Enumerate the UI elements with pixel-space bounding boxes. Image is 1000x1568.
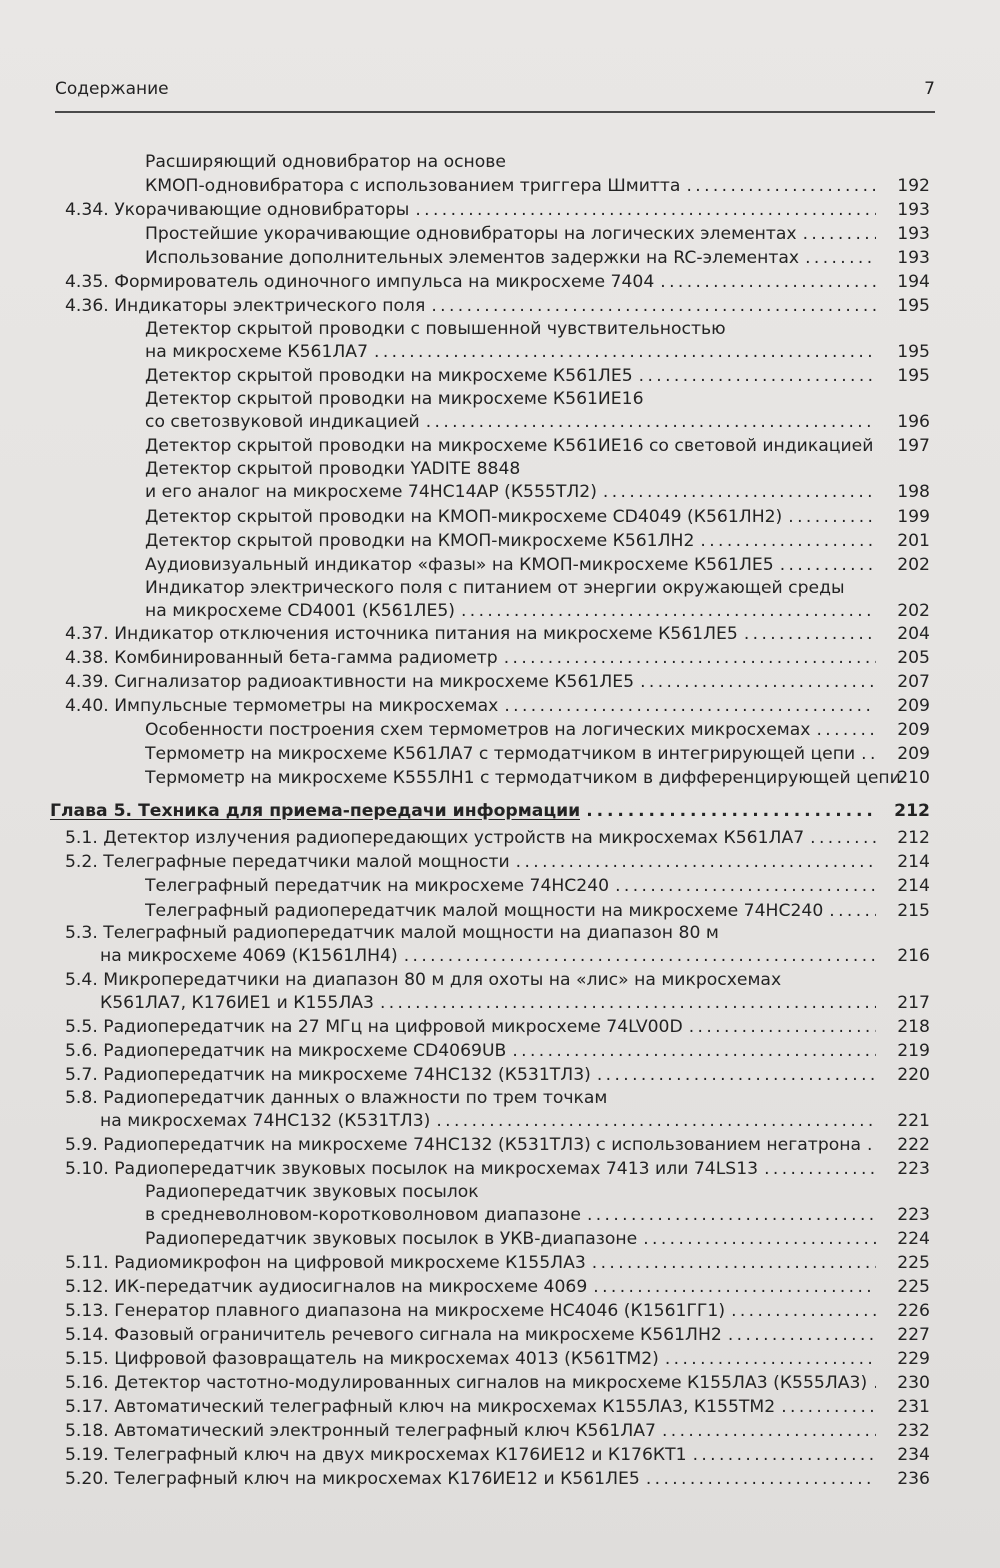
toc-page-number: 216 [897,946,930,966]
toc-entry-text: Детектор скрытой проводки на микросхеме К561ИЕ16 со световой индикацией [145,436,874,456]
toc-entry-text: 5.18. Автоматический электронный телеграфный ключ К561ЛА7 [65,1421,656,1441]
dot-leader [615,874,876,898]
toc-entry [145,505,782,529]
toc-entry [145,480,597,504]
toc-page-number: 193 [897,200,930,220]
toc-page-number: 219 [897,1041,930,1061]
toc-entry-text: Детектор скрытой проводки с повышенной чувствительностью [145,319,726,339]
dot-leader [810,826,876,850]
toc-entry-text: Детектор скрытой проводки на микросхеме К561ЛЕ5 [145,366,633,386]
toc-page-number: 214 [897,876,930,896]
toc-entry-text: 4.36. Индикаторы электрического поля [65,296,426,316]
dot-leader [431,294,876,318]
dot-leader [461,599,876,623]
toc-page-number: 209 [897,744,930,764]
toc-entry [145,1203,581,1227]
dot-leader [805,246,876,270]
dot-leader [728,1323,876,1347]
toc-entry-text: Термометр на микросхеме К561ЛА7 с термодатчиком в интегрирующей цепи [145,744,856,764]
dot-leader [587,1203,876,1227]
toc-page-number: 195 [897,296,930,316]
toc-entry-text: 4.34. Укорачивающие одновибраторы [65,200,410,220]
toc-entry [145,718,810,742]
toc-entry-text: Простейшие укорачивающие одновибраторы на логических элементах [145,224,797,244]
toc-entry [65,198,409,222]
toc-entry [145,874,609,898]
toc-entry-text: на микросхеме 4069 (К1561ЛН4) [100,946,398,966]
toc-entry-text: Детектор скрытой проводки YADITE 8848 [145,459,521,479]
toc-entry [65,1347,659,1371]
toc-entry-text: и его аналог на микросхеме 74НС14АР (К555ТЛ2) [145,482,597,502]
toc-entry [65,694,498,718]
dot-leader [861,742,876,766]
toc-entry-text: 5.14. Фазовый ограничитель речевого сигнала на микросхеме К561ЛН2 [65,1325,722,1345]
toc-entry-text: на микросхеме К561ЛА7 [145,342,369,362]
toc-entry [65,294,425,318]
toc-page-number: 193 [897,224,930,244]
toc-entry [65,1133,861,1157]
toc-page-number: 218 [897,1017,930,1037]
dot-leader [873,1371,876,1395]
dot-leader [597,1063,876,1087]
dot-leader [867,1133,876,1157]
toc-entry-text: Особенности построения схем термометров на логических микросхемах [145,720,811,740]
toc-page-number: 223 [897,1159,930,1179]
toc-page-number: 209 [897,696,930,716]
toc-page-number: 214 [897,852,930,872]
dot-leader [665,1347,876,1371]
dot-leader [586,799,876,823]
toc-page-number: 201 [897,531,930,551]
toc-entry [65,646,498,670]
dot-leader [504,646,876,670]
toc-entry [65,826,804,850]
toc-page-number: 231 [897,1397,930,1417]
toc-entry [145,899,823,923]
dot-leader [640,670,876,694]
dot-leader [380,991,876,1015]
toc-entry [65,1323,722,1347]
toc-entry [145,364,633,388]
toc-entry [145,340,368,364]
toc-page-number: 217 [897,993,930,1013]
toc-entry [100,944,398,968]
toc-page-number: 212 [894,801,930,821]
toc-entry [145,410,420,434]
dot-leader [512,1039,876,1063]
toc-page-number: 215 [897,901,930,921]
toc-entry [145,599,455,623]
toc-page-number: 221 [897,1111,930,1131]
section-title: Содержание [55,79,169,99]
toc-entry-text: Расширяющий одновибратор на основе [145,152,507,172]
toc-entry-text: К561ЛА7, К176ИЕ1 и К155ЛА3 [100,993,374,1013]
dot-leader [404,944,876,968]
toc-entry-text: 5.20. Телеграфный ключ на микросхемах К176ИЕ12 и К561ЛЕ5 [65,1469,640,1489]
toc-entry-text: 5.5. Радиопередатчик на 27 МГц на цифровой микросхеме 74LV00D [65,1017,683,1037]
toc-entry [145,529,694,553]
toc-entry [145,222,797,246]
toc-entry-text: Аудиовизуальный индикатор «фазы» на КМОП-микросхеме К561ЛЕ5 [145,555,774,575]
toc-entry-text: на микросхеме CD4001 (К561ЛЕ5) [145,601,455,621]
toc-entry [145,457,520,481]
toc-entry-text: 5.6. Радиопередатчик на микросхеме CD4069UB [65,1041,507,1061]
dot-leader [788,505,876,529]
toc-page-number: 195 [897,342,930,362]
toc-entry-text: 5.7. Радиопередатчик на микросхеме 74НС132 (К531ТЛ3) [65,1065,591,1085]
toc-page-number: 234 [897,1445,930,1465]
toc-entry [65,850,510,874]
dot-leader [662,1419,876,1443]
toc-entry [65,622,738,646]
toc-entry [65,270,654,294]
dot-leader [816,718,876,742]
toc-entry-text: 5.15. Цифровой фазовращатель на микросхемах 4013 (К561ТМ2) [65,1349,659,1369]
toc-entry-text: Радиопередатчик звуковых посылок в УКВ-диапазоне [145,1229,638,1249]
toc-entry [65,1299,725,1323]
toc-page-number: 207 [897,672,930,692]
toc-entry-text: 5.9. Радиопередатчик на микросхеме 74НС132 (К531ТЛ3) с использованием негатрона [65,1135,862,1155]
toc-entry-text: 5.13. Генератор плавного диапазона на микросхеме НС4046 (К1561ГГ1) [65,1301,726,1321]
dot-leader [803,222,876,246]
toc-page-number: 227 [897,1325,930,1345]
toc-page-number: 202 [897,601,930,621]
toc-entry-text: Детектор скрытой проводки на КМОП-микросхеме CD4049 (К561ЛН2) [145,507,783,527]
toc-entry-text: Использование дополнительных элементов задержки на RC-элементах [145,248,800,268]
toc-entry [65,1015,683,1039]
dot-leader [731,1299,876,1323]
dot-leader [689,1015,876,1039]
toc-entry-text: 5.16. Детектор частотно-модулированных сигналов на микросхеме К155ЛА3 (К555ЛА3) [65,1373,868,1393]
toc-entry [65,1251,586,1275]
dot-leader [592,1251,876,1275]
toc-page-number: 229 [897,1349,930,1369]
toc-entry [65,921,719,945]
toc-entry [65,1443,687,1467]
toc-page-number: 204 [897,624,930,644]
toc-page-number: 225 [897,1277,930,1297]
toc-entry-text: КМОП-одновибратора с использованием триггера Шмитта [145,176,681,196]
toc-page-number: 222 [897,1135,930,1155]
toc-page-number: 199 [897,507,930,527]
toc-entry-text: в средневолновом-коротковолновом диапазоне [145,1205,581,1225]
toc-entry [100,1109,430,1133]
dot-leader [780,553,876,577]
toc-page-number: 196 [897,412,930,432]
toc-page-number: 198 [897,482,930,502]
toc-page-number: 232 [897,1421,930,1441]
dot-leader [764,1157,876,1181]
chapter-heading [50,799,580,823]
toc-entry [145,317,726,341]
toc-entry [145,766,901,790]
toc-entry-text: Телеграфный радиопередатчик малой мощности на микросхеме 74НС240 [145,901,824,921]
toc-entry-text: Детектор скрытой проводки на КМОП-микросхеме К561ЛН2 [145,531,695,551]
dot-leader [744,622,876,646]
page-number: 7 [924,79,935,99]
toc-entry-text: 5.3. Телеграфный радиопередатчик малой мощности на диапазон 80 м [65,923,719,943]
toc-page-number: 236 [897,1469,930,1489]
toc-page-number: 210 [897,768,930,788]
toc-page-number: 225 [897,1253,930,1273]
toc-entry-text: 4.39. Сигнализатор радиоактивности на микросхеме К561ЛЕ5 [65,672,635,692]
toc-entry [145,1180,479,1204]
toc-entry [65,670,634,694]
toc-page-number: 195 [897,366,930,386]
toc-entry [65,968,781,992]
dot-leader [643,1227,876,1251]
dot-leader [516,850,876,874]
toc-entry [65,1419,656,1443]
toc-entry [65,1371,867,1395]
toc-entry-text: Телеграфный передатчик на микросхеме 74НС240 [145,876,610,896]
toc-entry [145,576,845,600]
toc-page-number: 220 [897,1065,930,1085]
toc-entry [145,246,799,270]
toc-entry-text: 5.12. ИК-передатчик аудиосигналов на микросхеме 4069 [65,1277,588,1297]
toc-entry-text: Детектор скрытой проводки на микросхеме К561ИЕ16 [145,389,644,409]
toc-entry-text: Радиопередатчик звуковых посылок [145,1182,479,1202]
dot-leader [660,270,876,294]
toc-entry [145,434,873,458]
dot-leader [603,480,876,504]
toc-entry-text: 5.8. Радиопередатчик данных о влажности по трем точкам [65,1088,608,1108]
toc-entry-text: 5.11. Радиомикрофон на цифровой микросхеме К155ЛА3 [65,1253,586,1273]
dot-leader [700,529,876,553]
toc-page-number: 223 [897,1205,930,1225]
toc-entry [145,1227,637,1251]
toc-entry-text: со светозвуковой индикацией [145,412,420,432]
toc-entry-text: 4.37. Индикатор отключения источника питания на микросхеме К561ЛЕ5 [65,624,738,644]
toc-entry-text: 5.1. Детектор излучения радиопередающих устройств на микросхемах К561ЛА7 [65,828,805,848]
dot-leader [686,174,876,198]
toc-entry [145,387,644,411]
toc-entry-text: 5.19. Телеграфный ключ на двух микросхемах К176ИЕ12 и К176КТ1 [65,1445,687,1465]
toc-entry [65,1395,775,1419]
toc-page-number: 194 [897,272,930,292]
dot-leader [504,694,876,718]
toc-entry [145,174,680,198]
toc-entry [65,1157,758,1181]
dot-leader [426,410,876,434]
toc-entry-text: 5.10. Радиопередатчик звуковых посылок на микросхемах 7413 или 74LS13 [65,1159,759,1179]
toc-entry-text: Термометр на микросхеме К555ЛН1 с термодатчиком в дифференцирующей цепи [145,768,901,788]
toc-page-number: 202 [897,555,930,575]
toc-entry-text: 5.4. Микропередатчики на диапазон 80 м для охоты на «лис» на микросхемах [65,970,782,990]
toc-entry [65,1467,640,1491]
toc-entry [145,553,774,577]
dot-leader [436,1109,876,1133]
toc-entry [65,1275,587,1299]
dot-leader [593,1275,876,1299]
toc-entry-text: 4.40. Импульсные термометры на микросхемах [65,696,499,716]
toc-page-number: 192 [897,176,930,196]
toc-entry [145,742,855,766]
toc-page-number: 197 [897,436,930,456]
toc-entry [65,1086,607,1110]
dot-leader [829,899,876,923]
toc-entry-text: 4.35. Формирователь одиночного импульса на микросхеме 7404 [65,272,655,292]
toc-page-number: 209 [897,720,930,740]
toc-entry [100,991,374,1015]
dot-leader [639,364,876,388]
toc-page-number: 205 [897,648,930,668]
toc-page-number: 226 [897,1301,930,1321]
toc-page-number: 230 [897,1373,930,1393]
toc-page-number: 224 [897,1229,930,1249]
dot-leader [646,1467,876,1491]
dot-leader [374,340,876,364]
toc-entry [145,150,506,174]
dot-leader [415,198,876,222]
toc-entry-text: 5.2. Телеграфные передатчики малой мощности [65,852,510,872]
toc-entry-text: 4.38. Комбинированный бета-гамма радиометр [65,648,498,668]
toc-entry [65,1039,506,1063]
toc-page-number: 193 [897,248,930,268]
toc-entry [65,1063,591,1087]
toc-entry-text: на микросхемах 74НС132 (К531ТЛ3) [100,1111,431,1131]
toc-page-number: 212 [897,828,930,848]
dot-leader [693,1443,876,1467]
toc-entry-text: 5.17. Автоматический телеграфный ключ на микросхемах К155ЛА3, К155ТМ2 [65,1397,776,1417]
dot-leader [781,1395,876,1419]
toc-entry-text: Глава 5. Техника для приема-передачи информации [50,801,581,821]
toc-entry-text: Индикатор электрического поля с питанием от энергии окружающей среды [145,578,845,598]
